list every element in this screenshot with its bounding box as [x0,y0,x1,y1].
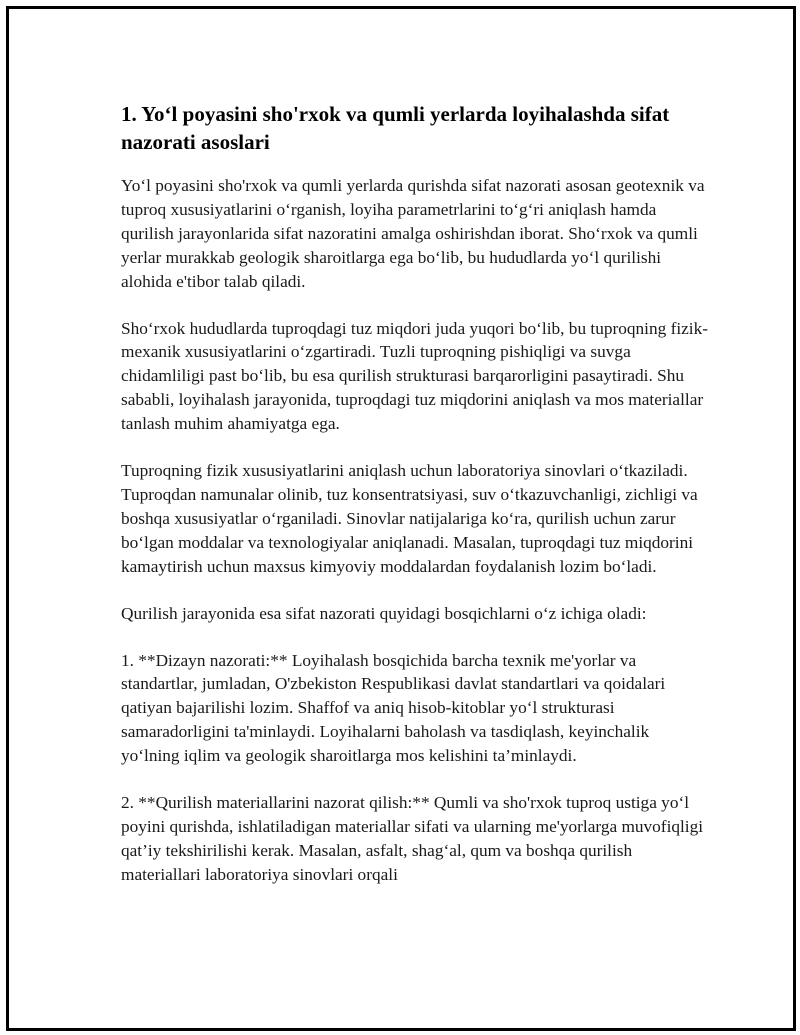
paragraph-lab-tests: Tuproqning fizik xususiyatlarini aniqlash uchun laboratoriya sinovlari o‘tkaziladi. Tuproqdan namunalar olinib, tuz konsentratsiyasi, suv o‘tkazuvchanligi, zichligi va boshqa xususiyatlar o‘rganiladi. Sinovlar natijalariga ko‘ra, qurilish uchun zarur bo‘lgan moddalar va texnologiyalar aniqlanadi. Masalan, tuproqdagi tuz miqdorini kamaytirish uchun maxsus kimyoviy moddalardan foydalanish lozim bo‘ladi. [121,461,698,576]
document-title: 1. Yo‘l poyasini sho'rxok va qumli yerlarda loyihalashda sifat nazorati asoslari [121,102,670,154]
paragraph-saline-soils: Sho‘rxok hududlarda tuproqdagi tuz miqdori juda yuqori bo‘lib, bu tuproqning fizik-mexanik xususiyatlarini o‘zgartiradi. Tuzli tuproqning pishiqligi va suvga chidamliligi past bo‘lib, bu esa qurilish strukturasi barqarorligini pasaytiradi. Shu sababli, loyihalash jarayonida, tuproqdagi tuz miqdorini aniqlash va mos materiallar tanlash muhim ahamiyatga ega. [121,318,708,434]
paragraph-design-control: 1. **Dizayn nazorati:** Loyihalash bosqichida barcha texnik me'yorlar va standartlar, jumladan, O'zbekiston Respublikasi davlat standartlari va qoidalari qatiyan bajarilishi lozim. Shaffof va aniq hisob-kitoblar yo‘l strukturasi samaradorligini ta'minlaydi. Loyihalarni baholash va tasdiqlash, keyinchalik yo‘lning iqlim va geologik sharoitlarga mos kelishini ta’minlaydi. [121,650,666,766]
paragraph-intro: Yo‘l poyasini sho'rxok va qumli yerlarda qurishda sifat nazorati asosan geotexnik va tuproq xususiyatlarini o‘rganish, loyiha parametrlarini to‘g‘ri aniqlash hamda qurilish jarayonlarida sifat nazoratini amalga oshirishdan iborat. Sho‘rxok va qumli yerlar murakkab geologik sharoitlarga ega bo‘lib, bu hududlarda yo‘l qurilishi alohida e'tibor talab qiladi. [121,176,705,291]
document-body [121,100,711,910]
paragraph-stages-intro: Qurilish jarayonida esa sifat nazorati quyidagi bosqichlarni o‘z ichiga oladi: [121,603,647,623]
paragraph-materials-control: 2. **Qurilish materiallarini nazorat qilish:** Qumli va sho'rxok tuproq ustiga yo‘l poyini qurishda, ishlatiladigan materiallar sifati va ularning me'yorlarga muvofiqligi qat’iy tekshirilishi kerak. Masalan, asfalt, shag‘al, qum va boshqa qurilish materiallari laboratoriya sinovlari orqali [121,793,704,884]
page-frame [6,6,796,1031]
